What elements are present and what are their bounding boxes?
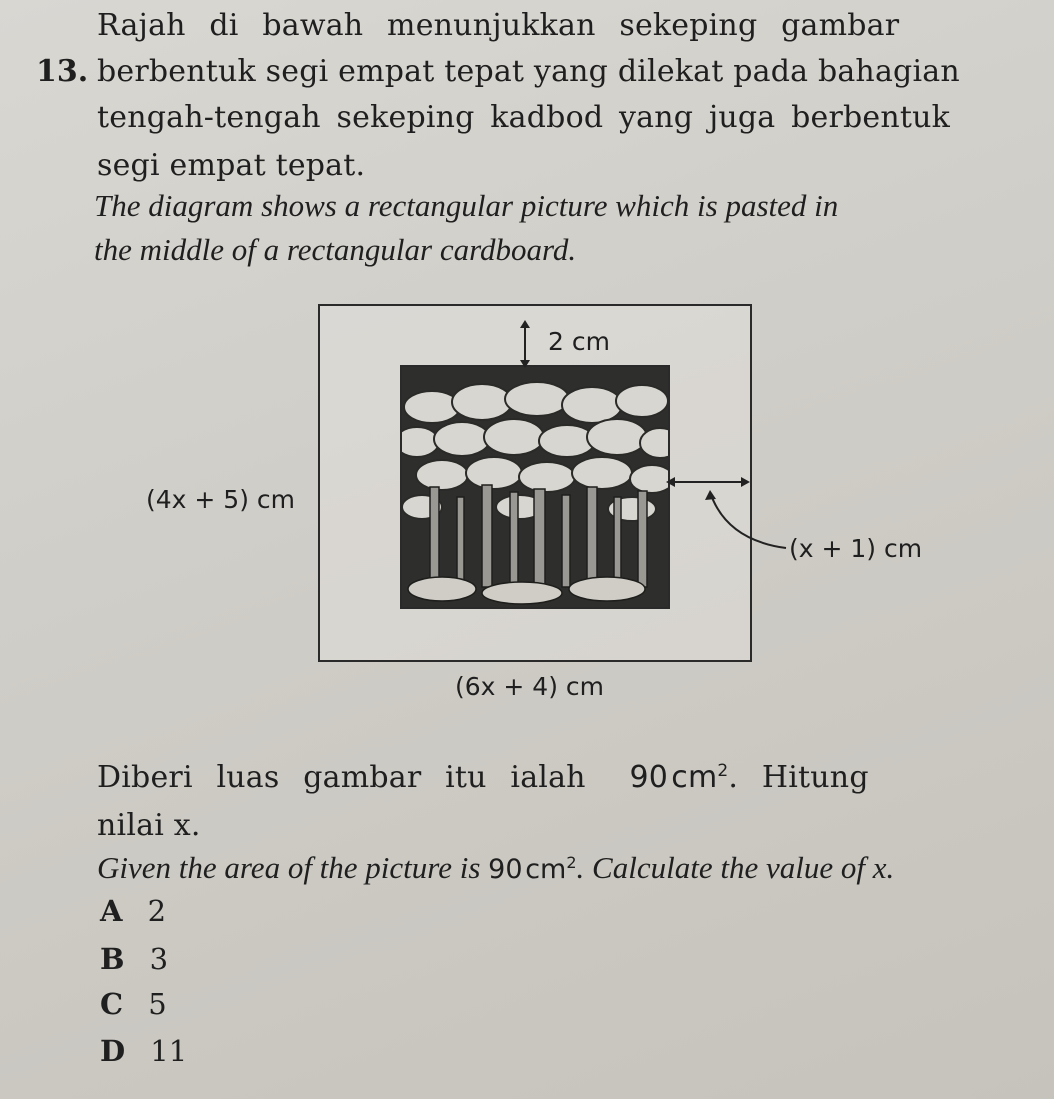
width-label: (6x + 4) cm xyxy=(455,672,604,701)
malay-text-line-3: tengah-tengah sekeping kadbod yang juga berbentuk xyxy=(97,100,951,135)
top-gap-arrow xyxy=(515,320,535,368)
english-text-line-2: the middle of a rectangular cardboard. xyxy=(94,232,577,267)
malay-text-line-1: Rajah di bawah menunjukkan sekeping gambar xyxy=(97,8,900,43)
english-area-value: 90 $cm^2$ xyxy=(488,853,577,885)
option-a[interactable]: A 2 xyxy=(100,894,167,928)
top-gap-label: 2 cm xyxy=(548,327,610,356)
option-c[interactable]: C 5 xyxy=(100,987,167,1021)
malay-text-line-2: berbentuk segi empat tepat yang dilekat pada bahagian xyxy=(97,54,960,89)
given-english-line: Given the area of the picture is 90 $cm^2$. Calculate the value of x. xyxy=(97,850,895,885)
option-d[interactable]: D 11 xyxy=(100,1034,188,1068)
side-gap-arrow xyxy=(666,470,806,555)
side-gap-label: (x + 1) cm xyxy=(789,534,923,563)
malay-text-line-4: segi empat tepat. xyxy=(97,148,366,183)
question-number: 13. xyxy=(36,54,89,89)
forest-picture xyxy=(400,365,670,609)
option-b[interactable]: B 3 xyxy=(100,942,169,976)
area-value: 90 $cm^2$ xyxy=(629,760,729,795)
height-label: (4x + 5) cm xyxy=(146,485,295,514)
given-malay-line-1: Diberi luas gambar itu ialah 90 $cm^2$. Hitung xyxy=(97,760,869,795)
given-malay-line-2: nilai x. xyxy=(97,808,201,843)
forest-illustration xyxy=(402,367,668,607)
english-text-line-1: The diagram shows a rectangular picture which is pasted in xyxy=(94,188,839,223)
